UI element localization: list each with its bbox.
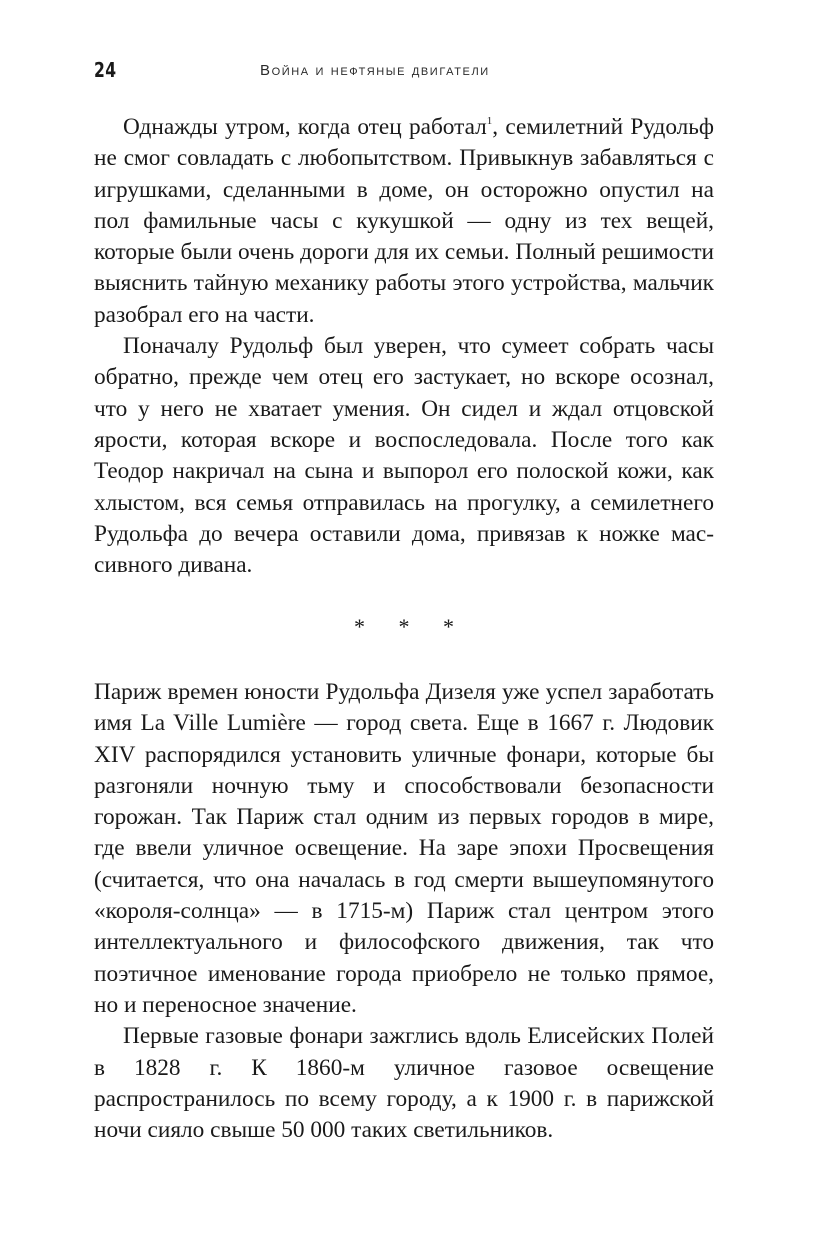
page-number: 24 xyxy=(94,58,117,82)
running-title: Война и нефтяные двигатели xyxy=(260,62,490,79)
section-separator: * * * xyxy=(354,614,468,639)
paragraph-2: Поначалу Рудольф был уверен, что сумеет собрать часы обратно, прежде чем отец его застукает, но вскоре осознал, что у него не хватает умения. Он сидел и ждал отцовской ярости, которая вскоре и воспоследовала. После того как Теодор накричал на сына и выпорол его полоской кожи, как хлыстом, вся семья отправилась на прогулку, а семилетнего Рудольфа до вечера оставили дома, привязав к ножке массивного дивана. xyxy=(94,333,714,579)
footnote-marker: 1 xyxy=(486,115,493,127)
paragraph-1-text-a: Однажды утром, когда отец работал xyxy=(123,114,487,140)
section-1 xyxy=(94,112,714,581)
page-header xyxy=(94,58,714,88)
paragraph-1-text-b: , семилетний Рудольф не смог совладать с любопытством. Привыкнув забавляться с игрушками, сделанными в доме, он осторожно опустил на пол фамильные часы с кукушкой — одну из тех вещей, которые были очень дороги для их семьи. Полный решимости выяснить тайную механику работы этого устройства, мальчик разобрал его на части. xyxy=(94,114,714,328)
section-2 xyxy=(94,677,714,1146)
paragraph-4: Первые газовые фонари зажглись вдоль Елисейских Полей в 1828 г. К 1860-м уличное газовое освещение распространилось по всему городу, а к 1900 г. в парижской ночи сияло свыше 50 000 таких светильников. xyxy=(94,1023,714,1144)
paragraph-1 xyxy=(94,112,714,331)
paragraph-3: Париж времен юности Рудольфа Дизеля уже успел заработать имя La Ville Lumière — город света. Еще в 1667 г. Людовик XIV распорядился установить уличные фонари, которые бы разгоняли ночную тьму и способствовали безопасности горожан. Так Париж стал одним из первых городов в мире, где ввели уличное освещение. На заре эпохи Просвещения (считается, что она началась в год смерти вышеупомянутого «короля-солнца» — в 1715-м) Париж стал центром этого интеллектуального и философского движения, так что поэтичное именование города приобрело не только прямое, но и переносное значение. xyxy=(94,679,714,1018)
